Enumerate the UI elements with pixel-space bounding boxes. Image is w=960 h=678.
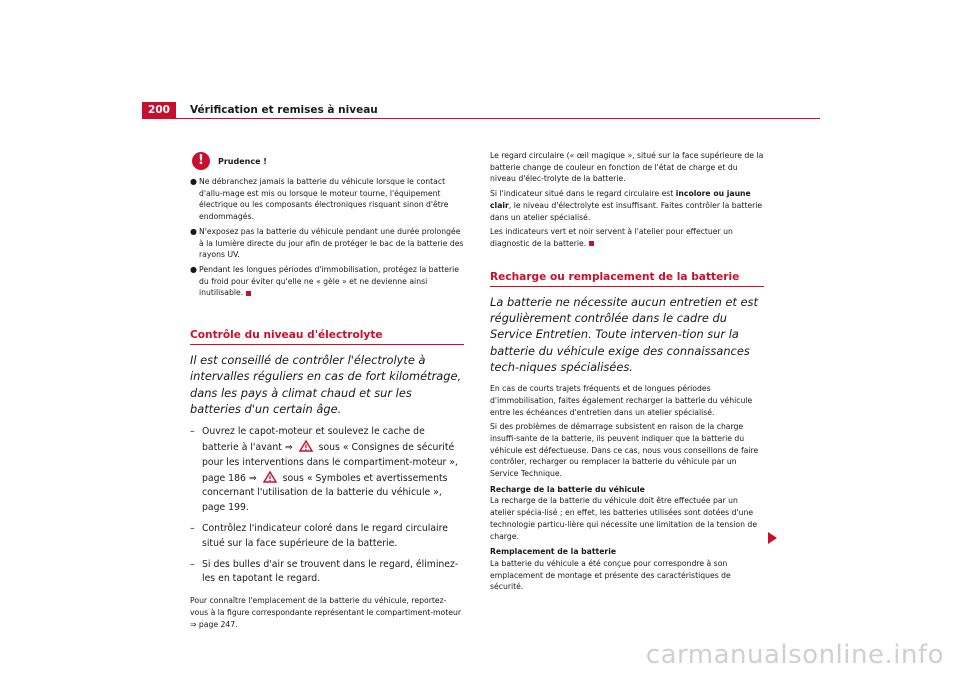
step-text: Si des bulles d'air se trouvent dans le regard, éliminez-les en tapotant le regard. xyxy=(202,558,459,585)
watermark: carmanualsonline.info xyxy=(645,640,944,670)
caution-bullet xyxy=(190,226,464,261)
caution-bullet xyxy=(190,176,464,223)
caution-bullet xyxy=(190,264,464,299)
step-item xyxy=(190,522,464,552)
warning-triangle-icon xyxy=(299,440,313,452)
electrolyte-intro: Il est conseillé de contrôler l'électrolyte à intervalles réguliers en cas de fort kilométrage, dans les pays à climat chaud et sur les batteries d'un certain âge. xyxy=(190,353,462,416)
step-text: Contrôlez l'indicateur coloré dans le regard circulaire situé sur la face supérieure de la batterie. xyxy=(202,523,448,549)
caution-title: Prudence ! xyxy=(218,156,267,166)
bullet-dot-icon: ● xyxy=(190,264,197,274)
paragraph: La batterie du véhicule a été conçue pour correspondre à son emplacement de montage et présente des caractéristiques de sécurité. xyxy=(490,558,731,592)
end-square-icon xyxy=(589,241,594,246)
header-rule xyxy=(142,118,820,119)
paragraph: Si des problèmes de démarrage subsistent en raison de la charge insuffi-sante de la batterie, ils peuvent indiquer que la batterie du véhicule est défectueuse. Dans ce cas, nous vous conseillons de faire contrôler, recharger ou remplacer la batterie du véhicule par un Service Technique. xyxy=(490,422,759,479)
caution-bullet-text: N'exposez pas la batterie du véhicule pendant une durée prolongée à la lumière directe du jour afin de protéger le bac de la batterie des rayons UV. xyxy=(199,226,464,260)
step-item xyxy=(190,425,464,516)
paragraph: En cas de courts trajets fréquents et de longues périodes d'immobilisation, faites également recharger la batterie du véhicule entre les échéances d'entretien dans un atelier spécialisé. xyxy=(490,384,753,417)
left-column xyxy=(190,150,464,638)
step-dash: – xyxy=(190,523,195,534)
charge-section-title: Recharge ou remplacement de la batterie xyxy=(490,270,764,287)
page-number: 200 xyxy=(142,102,176,118)
step-dash: – xyxy=(190,558,195,570)
warning-triangle-icon xyxy=(263,471,277,483)
bullet-dot-icon: ● xyxy=(190,177,197,186)
electrolyte-section-title: Contrôle du niveau d'électrolyte xyxy=(190,328,464,345)
right-column xyxy=(490,150,764,596)
location-note: Pour connaître l'emplacement de la batterie du véhicule, reportez-vous à la figure correspondante représentant le compartiment-moteur ⇒ page 247. xyxy=(190,596,462,629)
next-page-arrow-icon[interactable] xyxy=(768,532,777,544)
step-text: Ouvrez le capot-moteur et soulevez le cache de batterie à l'avant ⇒ sous « Consignes de sécurité pour les interventions dans le compartiment-moteur », page 186 ⇒ sous « Symboles et avertissements concernant l'utilisation de la batterie du véhicule », page 199. xyxy=(202,426,458,514)
paragraph: Les indicateurs vert et noir servent à l'atelier pour effectuer un diagnostic de la batterie. xyxy=(490,227,733,248)
paragraph: La recharge de la batterie du véhicule doit être effectuée par un atelier spécia-lisé ; en effet, les batteries utilisées sont dotées d'une technologie particu-lière qui nécessite une limitation de la tension de charge. xyxy=(490,496,758,541)
exclamation-circle-icon: ! xyxy=(192,152,210,170)
step-item xyxy=(190,558,464,588)
bullet-dot-icon: ● xyxy=(190,226,197,236)
caution-bullet-text: Ne débranchez jamais la batterie du véhicule lorsque le contact d'allu-mage est mis ou lorsque le moteur tourne, l'équipement électrique ou les composants électroniques risquant sinon d'être endommagés. xyxy=(199,177,449,222)
caution-bullet-text: Pendant les longues périodes d'immobilisation, protégez la batterie du froid pour éviter qu'elle ne « gèle » et ne devienne ainsi inutilisable. xyxy=(199,264,460,298)
subheading: Recharge de la batterie du véhicule xyxy=(490,484,645,494)
chapter-title: Vérification et remises à niveau xyxy=(190,104,378,116)
paragraph: Si l'indicateur situé dans le regard circulaire est incolore ou jaune clair, le niveau d'électrolyte est insuffisant. Faites contrôler la batterie dans un atelier spécialisé. xyxy=(490,189,763,222)
end-square-icon xyxy=(246,291,251,296)
paragraph: Le regard circulaire (« œil magique », situé sur la face supérieure de la batterie change de couleur en fonction de l'état de charge et du niveau d'élec-trolyte de la batterie. xyxy=(490,151,764,184)
step-dash: – xyxy=(190,426,195,438)
charge-intro: La batterie ne nécessite aucun entretien et est régulièrement contrôlée dans le cadre du Service Entretien. Toute interven-tion sur la batterie du véhicule exige des connaissances tech-niques spécialisées. xyxy=(490,294,758,374)
subheading: Remplacement de la batterie xyxy=(490,547,617,557)
caution-header xyxy=(190,150,464,172)
